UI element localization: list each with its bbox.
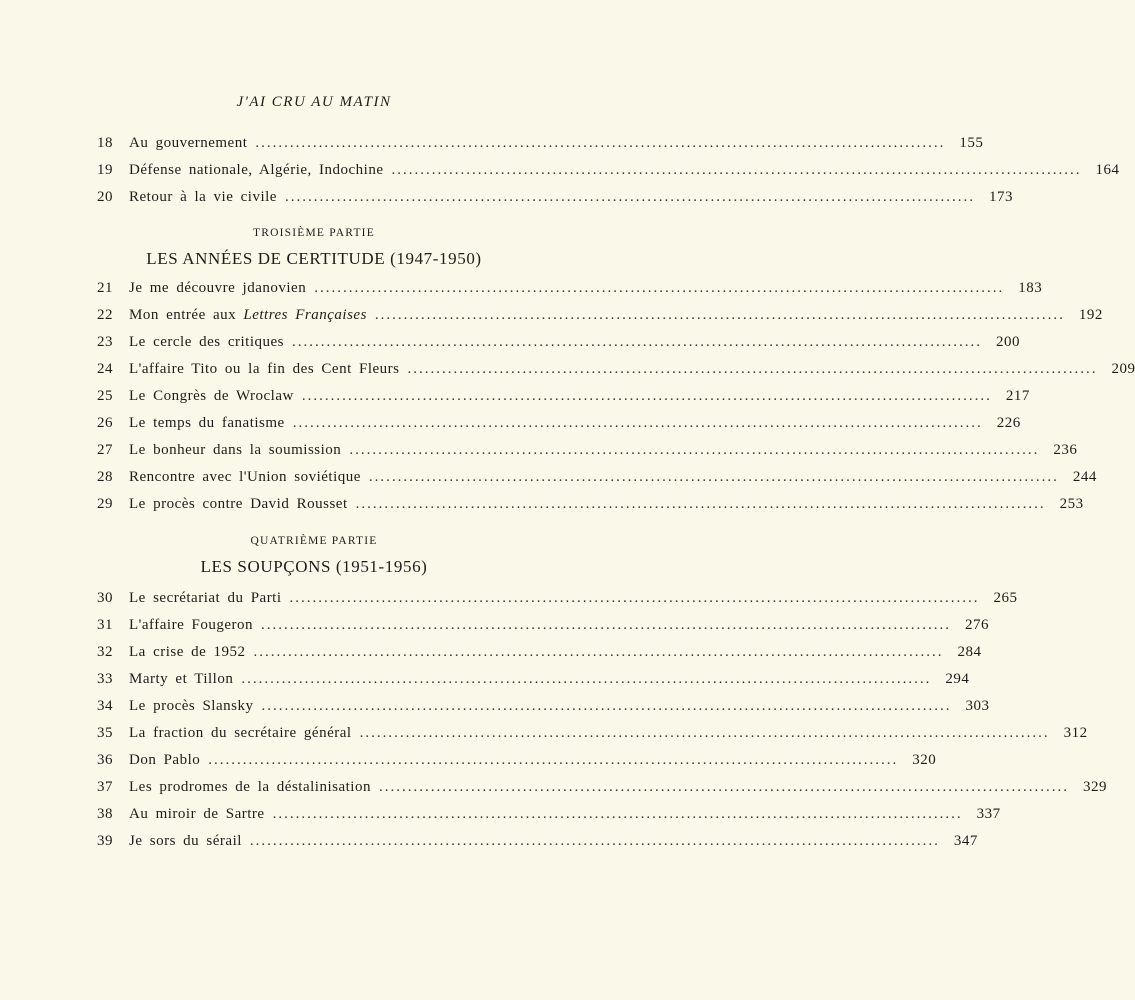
chapter-number: 23 — [97, 334, 113, 350]
dot-leader: ........................................................................................................................ — [289, 590, 980, 606]
page-number: 192 — [1078, 307, 1103, 323]
chapter-title: Rencontre avec l'Union soviétique — [129, 469, 361, 485]
dot-leader: ........................................................................................................................ — [407, 361, 1098, 377]
chapter-number: 22 — [97, 307, 113, 323]
chapter-title: Le procès Slansky — [129, 698, 254, 714]
chapter-title: Le bonheur dans la soumission — [129, 442, 342, 458]
dot-leader: ........................................................................................................................ — [260, 617, 951, 633]
toc-entry — [97, 747, 937, 774]
journal-title: Lettres Françaises — [243, 307, 367, 323]
dot-leader: ........................................................................................................................ — [208, 752, 899, 768]
page-number: 183 — [1018, 280, 1043, 296]
chapter-title: Le procès contre David Rousset — [129, 496, 348, 512]
chapter-title: Le temps du fanatisme — [129, 415, 285, 431]
page-number: 164 — [1095, 162, 1120, 178]
page-number: 284 — [957, 644, 982, 660]
dot-leader: ........................................................................................................................ — [253, 644, 944, 660]
chapter-number: 27 — [97, 442, 113, 458]
dot-leader: ........................................................................................................................ — [261, 698, 952, 714]
toc-entry — [97, 612, 989, 639]
toc-entry — [97, 302, 1103, 329]
page-number: 200 — [996, 334, 1021, 350]
chapter-number: 24 — [97, 361, 113, 377]
dot-leader: ........................................................................................................................ — [241, 671, 932, 687]
chapter-title: Au gouvernement — [129, 135, 248, 151]
chapter-title: Le secrétariat du Parti — [129, 590, 282, 606]
dot-leader: ........................................................................................................................ — [301, 388, 992, 404]
chapter-title: Retour à la vie civile — [129, 189, 277, 205]
chapter-title: L'affaire Tito ou la fin des Cent Fleurs — [129, 361, 400, 377]
page-number: 337 — [976, 806, 1001, 822]
dot-leader: ........................................................................................................................ — [359, 725, 1050, 741]
chapter-title: La fraction du secrétaire général — [129, 725, 352, 741]
toc-entry — [97, 383, 1030, 410]
chapter-number: 19 — [97, 162, 113, 178]
dot-leader: ........................................................................................................................ — [292, 415, 983, 431]
running-head: J'AI CRU AU MATIN — [236, 94, 392, 110]
dot-leader: ........................................................................................................................ — [314, 280, 1005, 296]
toc-entry — [97, 356, 1135, 383]
page-number: 226 — [996, 415, 1021, 431]
chapter-number: 25 — [97, 388, 113, 404]
toc-section-c — [97, 585, 1107, 855]
page-number: 312 — [1063, 725, 1088, 741]
dot-leader: ........................................................................................................................ — [249, 833, 940, 849]
part-label: TROISIÈME PARTIE — [253, 227, 375, 239]
page-number: 209 — [1111, 361, 1135, 377]
page-number: 217 — [1005, 388, 1030, 404]
page-number: 265 — [993, 590, 1018, 606]
toc-entry — [97, 585, 1018, 612]
chapter-number: 26 — [97, 415, 113, 431]
chapter-number: 31 — [97, 617, 113, 633]
chapter-number: 28 — [97, 469, 113, 485]
dot-leader: ........................................................................................................................ — [355, 496, 1046, 512]
toc-entry — [97, 329, 1021, 356]
chapter-title: Défense nationale, Algérie, Indochine — [129, 162, 384, 178]
chapter-number: 18 — [97, 135, 113, 151]
toc-entry — [97, 157, 1120, 184]
toc-entry — [97, 720, 1088, 747]
chapter-number: 20 — [97, 189, 113, 205]
chapter-title: L'affaire Fougeron — [129, 617, 253, 633]
toc-entry — [97, 801, 1001, 828]
toc-entry — [97, 491, 1084, 518]
dot-leader: ........................................................................................................................ — [391, 162, 1082, 178]
chapter-number: 34 — [97, 698, 113, 714]
toc-entry — [97, 666, 970, 693]
page-number: 294 — [945, 671, 970, 687]
dot-leader: ........................................................................................................................ — [378, 779, 1069, 795]
chapter-number: 36 — [97, 752, 113, 768]
page-number: 253 — [1059, 496, 1084, 512]
toc-entry — [97, 275, 1043, 302]
page-number: 347 — [953, 833, 978, 849]
toc-entry — [97, 464, 1097, 491]
page-number: 244 — [1072, 469, 1097, 485]
dot-leader: ........................................................................................................................ — [349, 442, 1040, 458]
chapter-number: 39 — [97, 833, 113, 849]
chapter-number: 38 — [97, 806, 113, 822]
chapter-number: 32 — [97, 644, 113, 660]
chapter-title — [129, 302, 367, 329]
chapter-title: Le Congrès de Wroclaw — [129, 388, 294, 404]
chapter-title: Les prodromes de la déstalinisation — [129, 779, 371, 795]
toc-entry — [97, 130, 984, 157]
chapter-title-text: Mon entrée aux — [129, 307, 244, 323]
toc-entry — [97, 410, 1021, 437]
chapter-title: Au miroir de Sartre — [129, 806, 265, 822]
part-title: LES ANNÉES DE CERTITUDE (1947-1950) — [146, 249, 482, 268]
dot-leader: ........................................................................................................................ — [374, 307, 1065, 323]
chapter-title: Don Pablo — [129, 752, 201, 768]
chapter-number: 35 — [97, 725, 113, 741]
part-title: LES SOUPÇONS (1951-1956) — [200, 557, 428, 576]
chapter-number: 37 — [97, 779, 113, 795]
page-number: 320 — [912, 752, 937, 768]
page-number: 303 — [965, 698, 990, 714]
toc-entry — [97, 639, 982, 666]
page-number: 276 — [964, 617, 989, 633]
chapter-title: Le cercle des critiques — [129, 334, 285, 350]
toc-section-b — [97, 275, 1135, 518]
chapter-title: Marty et Tillon — [129, 671, 234, 687]
chapter-title: Je sors du sérail — [129, 833, 242, 849]
toc-entry — [97, 693, 990, 720]
page-number: 173 — [988, 189, 1013, 205]
toc-entry — [97, 774, 1107, 801]
dot-leader: ........................................................................................................................ — [272, 806, 963, 822]
chapter-title: Je me découvre jdanovien — [129, 280, 307, 296]
chapter-number: 33 — [97, 671, 113, 687]
toc-entry — [97, 828, 978, 855]
dot-leader: ........................................................................................................................ — [284, 189, 975, 205]
chapter-number: 21 — [97, 280, 113, 296]
page-number: 329 — [1082, 779, 1107, 795]
dot-leader: ........................................................................................................................ — [292, 334, 983, 350]
dot-leader: ........................................................................................................................ — [255, 135, 946, 151]
part-label: QUATRIÈME PARTIE — [250, 535, 378, 547]
toc-entry — [97, 184, 1013, 211]
toc-entry — [97, 437, 1078, 464]
toc-section-a — [97, 130, 1120, 211]
chapter-number: 29 — [97, 496, 113, 512]
chapter-number: 30 — [97, 590, 113, 606]
dot-leader: ........................................................................................................................ — [368, 469, 1059, 485]
page-number: 236 — [1053, 442, 1078, 458]
page-number: 155 — [959, 135, 984, 151]
chapter-title: La crise de 1952 — [129, 644, 246, 660]
